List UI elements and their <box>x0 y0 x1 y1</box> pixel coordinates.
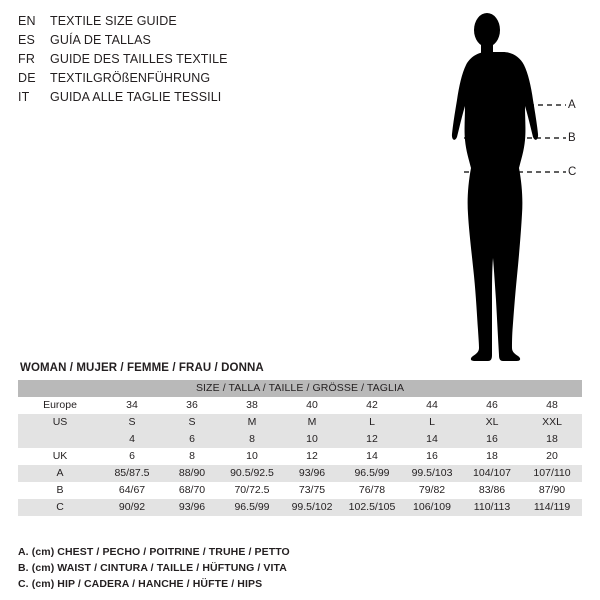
cell: 8 <box>249 433 255 445</box>
cell: XXL <box>542 416 562 428</box>
language-title-fr: GUIDE DES TAILLES TEXTILE <box>50 52 228 66</box>
cell: 12 <box>306 450 318 462</box>
cell: 42 <box>366 399 378 411</box>
body-figure-diagram <box>420 8 590 368</box>
legend-item-c: C. (cm) HIP / CADERA / HANCHE / HÜFTE / HIPS <box>18 578 263 590</box>
table-row <box>18 499 582 516</box>
size-table <box>18 380 582 516</box>
language-title-it: GUIDA ALLE TAGLIE TESSILI <box>50 90 222 104</box>
cell: 96.5/99 <box>234 501 270 513</box>
measure-label-a: A <box>568 99 576 111</box>
language-code-es: ES <box>18 33 36 47</box>
cell: 38 <box>246 399 258 411</box>
language-title-en: TEXTILE SIZE GUIDE <box>50 14 177 28</box>
table-header-label: SIZE / TALLA / TAILLE / GRÖSSE / TAGLIA <box>195 382 405 394</box>
row-label <box>18 431 102 448</box>
measurement-legend <box>18 544 518 592</box>
cell: 64/67 <box>118 484 146 496</box>
language-header-block <box>18 14 348 109</box>
cell: M <box>307 416 317 428</box>
cell: 14 <box>426 433 438 445</box>
cell: 87/90 <box>538 484 566 496</box>
cell: 99.5/103 <box>411 467 453 479</box>
cell: 16 <box>426 450 438 462</box>
cell: 85/87.5 <box>114 467 150 479</box>
cell: 10 <box>246 450 258 462</box>
row-label: C <box>56 501 64 513</box>
cell: S <box>188 416 196 428</box>
table-row <box>18 448 582 465</box>
legend-item-b: B. (cm) WAIST / CINTURA / TAILLE / HÜFTUNG / VITA <box>18 562 287 574</box>
cell: 88/90 <box>178 467 206 479</box>
row-label: US <box>52 416 68 428</box>
cell: 70/72.5 <box>234 484 270 496</box>
language-code-fr: FR <box>18 52 36 66</box>
language-title-de: TEXTILGRÖßENFÜHRUNG <box>50 71 211 85</box>
cell: L <box>369 416 375 428</box>
cell: 6 <box>189 433 195 445</box>
language-row-en <box>18 14 348 33</box>
cell: 36 <box>186 399 198 411</box>
table-section-title: WOMAN / MUJER / FEMME / FRAU / DONNA <box>20 362 264 374</box>
cell: 20 <box>546 450 558 462</box>
cell: 90.5/92.5 <box>230 467 274 479</box>
language-row-de <box>18 71 348 90</box>
cell: 90/92 <box>118 501 146 513</box>
cell: 102.5/105 <box>348 501 396 513</box>
cell: 48 <box>546 399 558 411</box>
cell: L <box>429 416 435 428</box>
cell: S <box>128 416 136 428</box>
language-code-de: DE <box>18 71 36 85</box>
cell: XL <box>485 416 499 428</box>
row-label: A <box>56 467 64 479</box>
measure-label-c: C <box>568 166 577 178</box>
cell: 96.5/99 <box>354 467 390 479</box>
cell: 14 <box>366 450 378 462</box>
cell: 34 <box>126 399 138 411</box>
legend-item-a: A. (cm) CHEST / PECHO / POITRINE / TRUHE / PETTO <box>18 546 290 558</box>
cell: 104/107 <box>473 467 511 479</box>
language-row-es <box>18 33 348 52</box>
table-header-row <box>18 380 582 397</box>
cell: 46 <box>486 399 498 411</box>
table-row <box>18 414 582 431</box>
cell: 99.5/102 <box>291 501 333 513</box>
size-table-area <box>18 362 582 516</box>
cell: M <box>247 416 257 428</box>
language-code-it: IT <box>18 90 30 104</box>
cell: 110/113 <box>473 501 511 513</box>
row-label: Europe <box>43 399 77 411</box>
cell: 4 <box>129 433 135 445</box>
language-code-en: EN <box>18 14 36 28</box>
measure-label-b: B <box>568 132 576 144</box>
cell: 83/86 <box>478 484 506 496</box>
cell: 93/96 <box>178 501 206 513</box>
cell: 18 <box>486 450 498 462</box>
cell: 8 <box>189 450 195 462</box>
cell: 44 <box>426 399 438 411</box>
language-row-it <box>18 90 348 109</box>
female-silhouette-icon <box>420 8 590 368</box>
table-row <box>18 397 582 414</box>
cell: 114/119 <box>533 501 571 513</box>
language-title-es: GUÍA DE TALLAS <box>50 33 151 47</box>
cell: 6 <box>129 450 135 462</box>
cell: 79/82 <box>418 484 446 496</box>
table-row <box>18 482 582 499</box>
cell: 18 <box>546 433 558 445</box>
language-row-fr <box>18 52 348 71</box>
row-label: B <box>56 484 64 496</box>
cell: 40 <box>306 399 318 411</box>
cell: 107/110 <box>533 467 571 479</box>
row-label: UK <box>52 450 68 462</box>
cell: 76/78 <box>358 484 386 496</box>
cell: 106/109 <box>413 501 451 513</box>
cell: 16 <box>486 433 498 445</box>
cell: 68/70 <box>178 484 206 496</box>
table-row <box>18 465 582 482</box>
cell: 12 <box>366 433 378 445</box>
table-row <box>18 431 582 448</box>
cell: 93/96 <box>298 467 326 479</box>
cell: 10 <box>306 433 318 445</box>
cell: 73/75 <box>298 484 326 496</box>
